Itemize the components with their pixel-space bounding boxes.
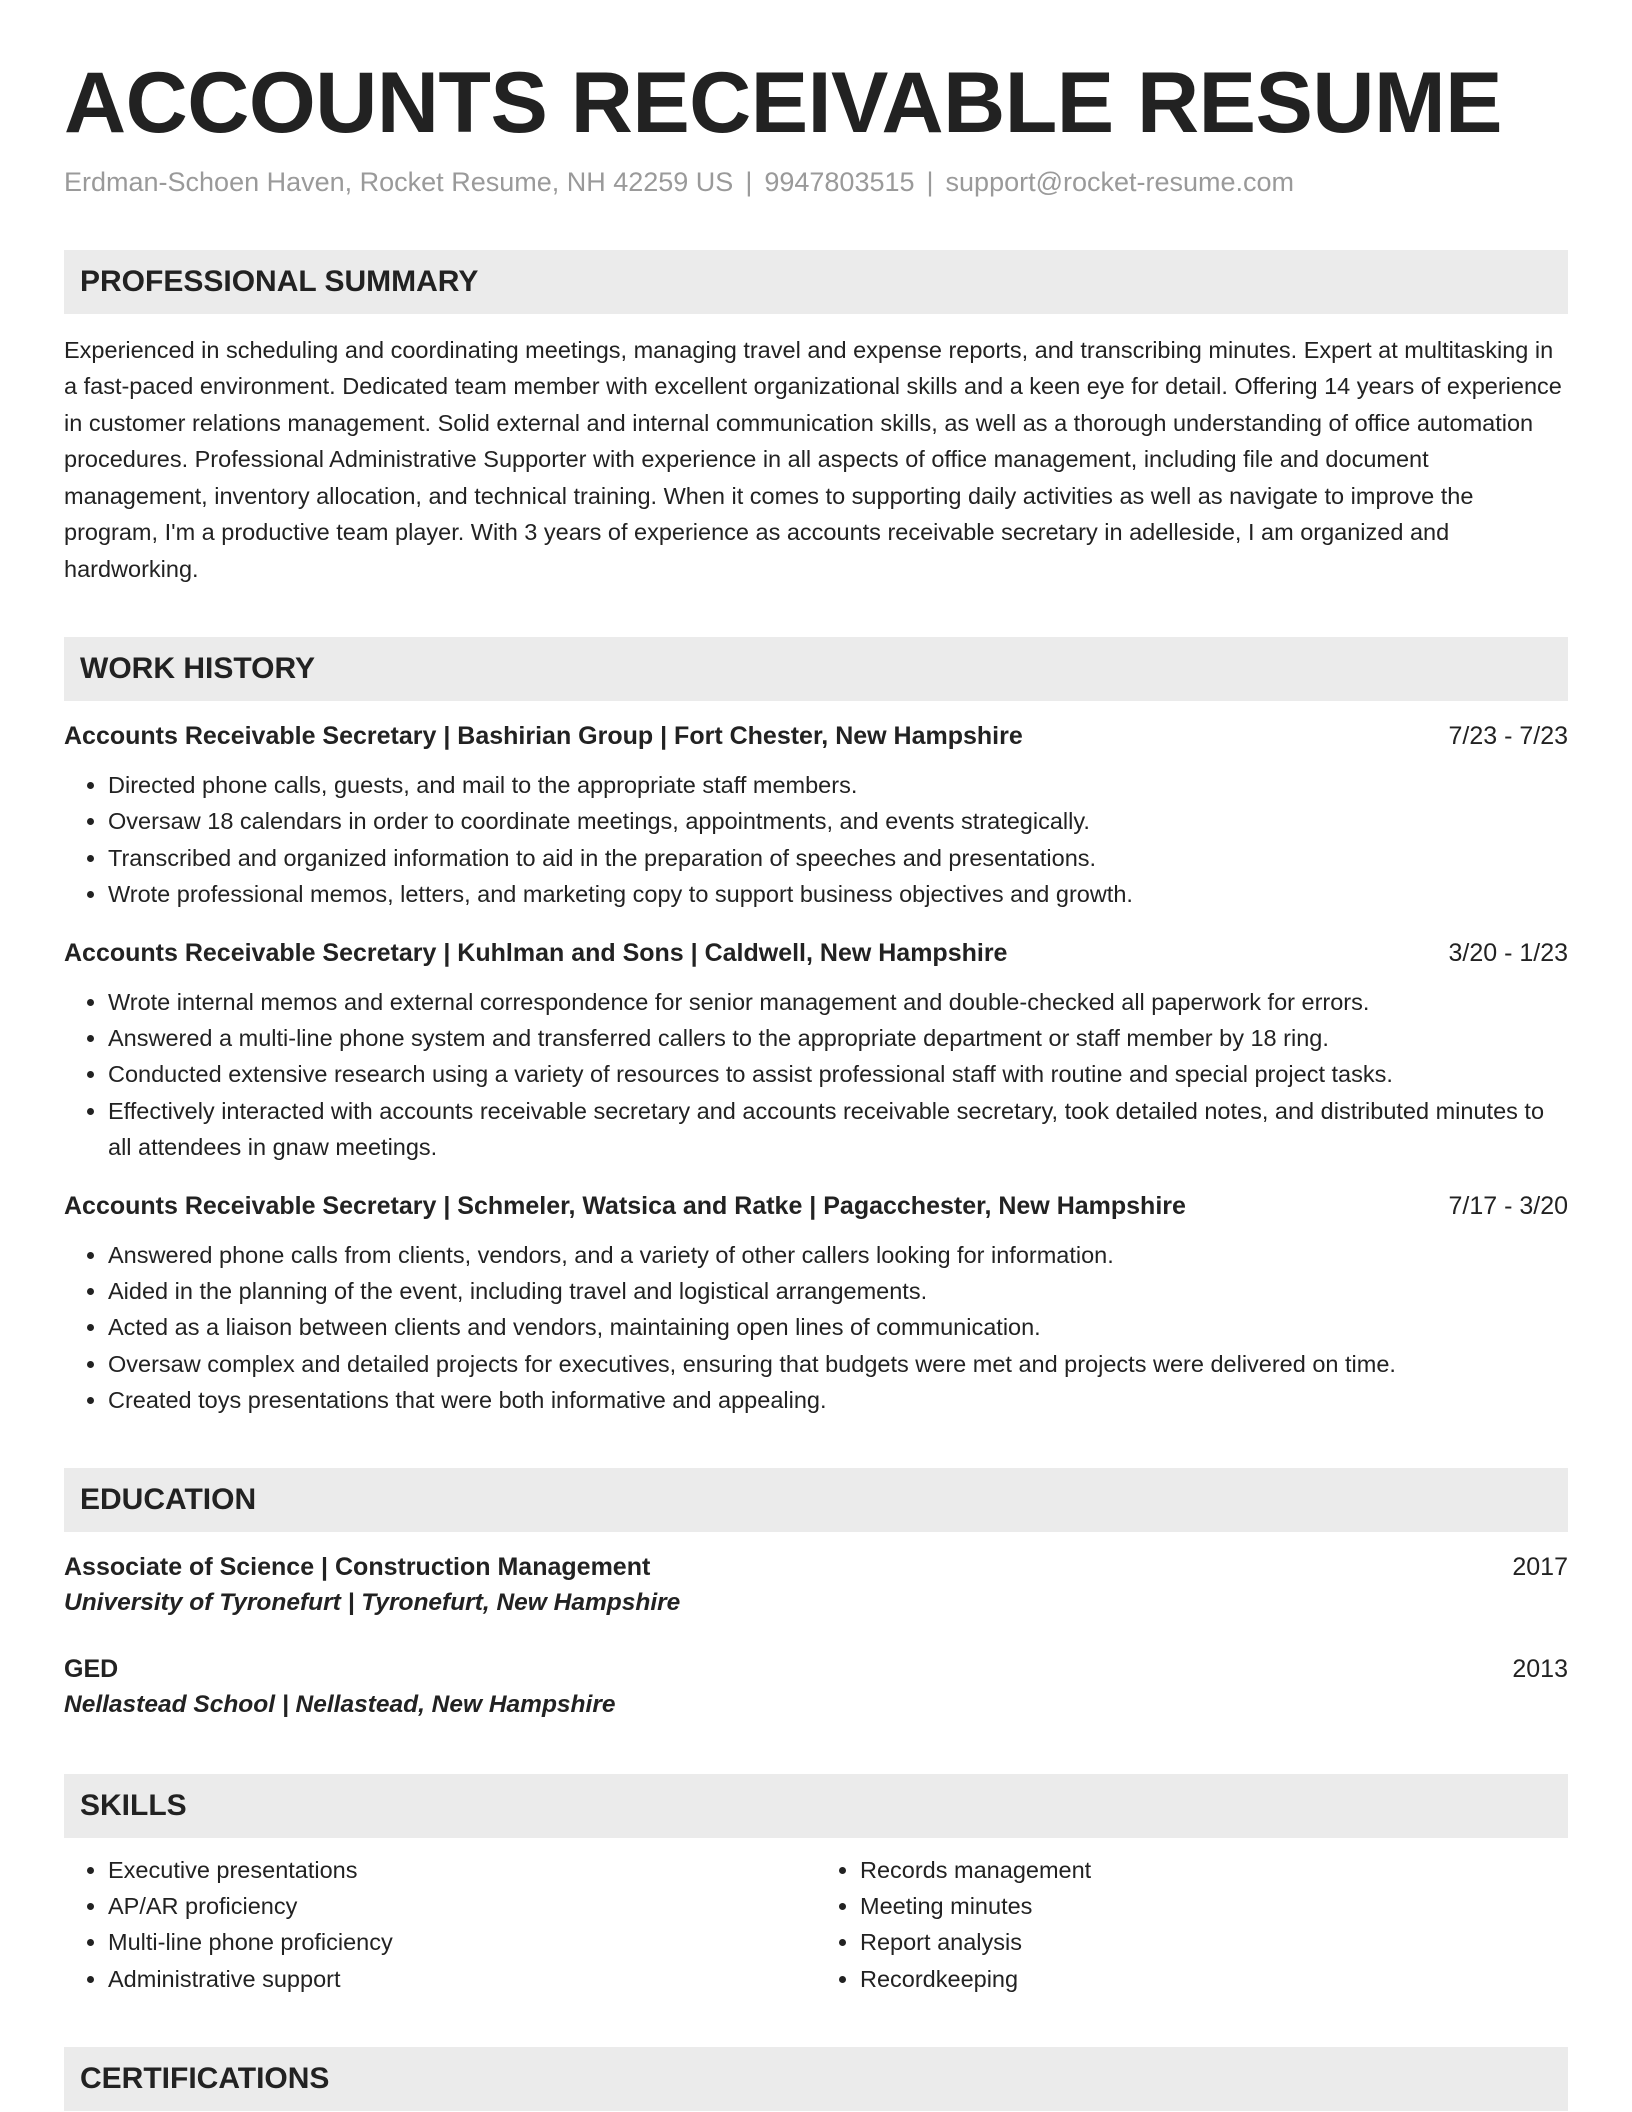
job-title: Accounts Receivable Secretary | Kuhlman and Sons | Caldwell, New Hampshire bbox=[64, 939, 1008, 967]
skill-item: • Report analysis bbox=[860, 1924, 1568, 1960]
contact-address: Erdman-Schoen Haven, Rocket Resume, NH 42259 US bbox=[64, 166, 734, 197]
section-header-certifications: CERTIFICATIONS bbox=[64, 2047, 1568, 2111]
skill-item: • Meeting minutes bbox=[860, 1888, 1568, 1924]
job-title: Accounts Receivable Secretary | Bashirian Group | Fort Chester, New Hampshire bbox=[64, 722, 1023, 751]
contact-email: support@rocket-resume.com bbox=[945, 166, 1295, 197]
summary-text: Experienced in scheduling and coordinating meetings, managing travel and expense reports, and transcribing minutes. Expert at multitasking in a fast-paced environment. Dedicated team member with excellent organizational skills and a keen eye for detail. Offering 14 years of experience in customer relations management. Solid external and internal communication skills, as well as a thorough understanding of office automation procedures. Professional Administrative Supporter with experience in all aspects of office management, including file and document management, inventory allocation, and technical training. When it comes to supporting daily activities as well as navigate to improve the program, I'm a productive team player. With 3 years of experience as accounts receivable secretary in adelleside, I am organized and hardworking. bbox=[64, 336, 1562, 582]
education-header bbox=[64, 1652, 1568, 1686]
job-entry bbox=[64, 1189, 1568, 1418]
skill-item: • Records management bbox=[860, 1852, 1568, 1888]
contact-phone: 9947803515 bbox=[764, 166, 915, 197]
job-bullet: • Wrote professional memos, letters, and marketing copy to support business objectives and growth. bbox=[108, 876, 1568, 912]
skills-list bbox=[64, 1852, 1568, 1997]
job-header bbox=[64, 719, 1568, 753]
job-dates: 7/23 - 7/23 bbox=[1448, 722, 1568, 751]
job-bullet: • Effectively interacted with accounts receivable secretary and accounts receivable secretary, took detailed notes, and distributed minutes to all attendees in gnaw meetings. bbox=[108, 1093, 1568, 1165]
section-header-summary: PROFESSIONAL SUMMARY bbox=[64, 250, 1568, 314]
skill-item: • AP/AR proficiency bbox=[108, 1888, 816, 1924]
job-entry bbox=[64, 936, 1568, 1165]
education-school: Nellastead School | Nellastead, New Hampshire bbox=[64, 1691, 616, 1719]
job-bullet: • Aided in the planning of the event, including travel and logistical arrangements. bbox=[108, 1273, 1568, 1309]
section-header-work-history: WORK HISTORY bbox=[64, 637, 1568, 701]
resume-content bbox=[64, 56, 1568, 2111]
job-bullet: • Wrote internal memos and external correspondence for senior management and double-checked all paperwork for errors. bbox=[108, 984, 1568, 1020]
skill-item: • Recordkeeping bbox=[860, 1961, 1568, 1997]
job-bullet: • Acted as a liaison between clients and vendors, maintaining open lines of communication. bbox=[108, 1309, 1568, 1345]
education-degree: Associate of Science | Construction Management bbox=[64, 1553, 651, 1582]
job-bullet: • Oversaw 18 calendars in order to coordinate meetings, appointments, and events strategically. bbox=[108, 803, 1568, 839]
job-bullet: • Created toys presentations that were both informative and appealing. bbox=[108, 1382, 1568, 1418]
skill-item: • Administrative support bbox=[108, 1961, 816, 1997]
skill-item: • Multi-line phone proficiency bbox=[108, 1924, 816, 1960]
job-header bbox=[64, 1189, 1568, 1223]
education-entry bbox=[64, 1550, 1568, 1622]
section-header-education: EDUCATION bbox=[64, 1468, 1568, 1532]
job-dates: 7/17 - 3/20 bbox=[1448, 1192, 1568, 1221]
contact-separator: | bbox=[745, 166, 753, 197]
job-title: Accounts Receivable Secretary | Schmeler, Watsica and Ratke | Pagacchester, New Hampshire bbox=[64, 1192, 1186, 1221]
job-bullet: • Oversaw complex and detailed projects for executives, ensuring that budgets were met and projects were delivered on time. bbox=[108, 1346, 1568, 1382]
job-bullets bbox=[64, 767, 1568, 912]
section-header-skills: SKILLS bbox=[64, 1774, 1568, 1838]
job-bullets bbox=[64, 1237, 1568, 1418]
job-bullet: • Answered a multi-line phone system and transferred callers to the appropriate department or staff member by 18 ring. bbox=[108, 1020, 1568, 1056]
job-entry bbox=[64, 719, 1568, 912]
job-bullet: • Conducted extensive research using a variety of resources to assist professional staff with routine and special project tasks. bbox=[108, 1056, 1568, 1092]
education-entry bbox=[64, 1652, 1568, 1724]
job-header bbox=[64, 936, 1568, 970]
education-year: 2017 bbox=[1512, 1553, 1568, 1582]
education-year: 2013 bbox=[1512, 1655, 1568, 1684]
education-school: University of Tyronefurt | Tyronefurt, New Hampshire bbox=[64, 1589, 681, 1617]
skill-item: • Executive presentations bbox=[108, 1852, 816, 1888]
job-bullet: • Transcribed and organized information to aid in the preparation of speeches and presentations. bbox=[108, 840, 1568, 876]
job-bullet: • Answered phone calls from clients, vendors, and a variety of other callers looking for information. bbox=[108, 1237, 1568, 1273]
job-dates: 3/20 - 1/23 bbox=[1448, 939, 1568, 967]
education-header bbox=[64, 1550, 1568, 1584]
contact-line bbox=[64, 165, 1568, 200]
skills-column-right bbox=[816, 1852, 1568, 1997]
education-degree: GED bbox=[64, 1655, 119, 1684]
skills-column-left bbox=[64, 1852, 816, 1997]
job-bullet: • Directed phone calls, guests, and mail to the appropriate staff members. bbox=[108, 767, 1568, 803]
job-bullets bbox=[64, 984, 1568, 1165]
resume-title: ACCOUNTS RECEIVABLE RESUME bbox=[64, 55, 1502, 151]
contact-separator: | bbox=[926, 166, 934, 197]
